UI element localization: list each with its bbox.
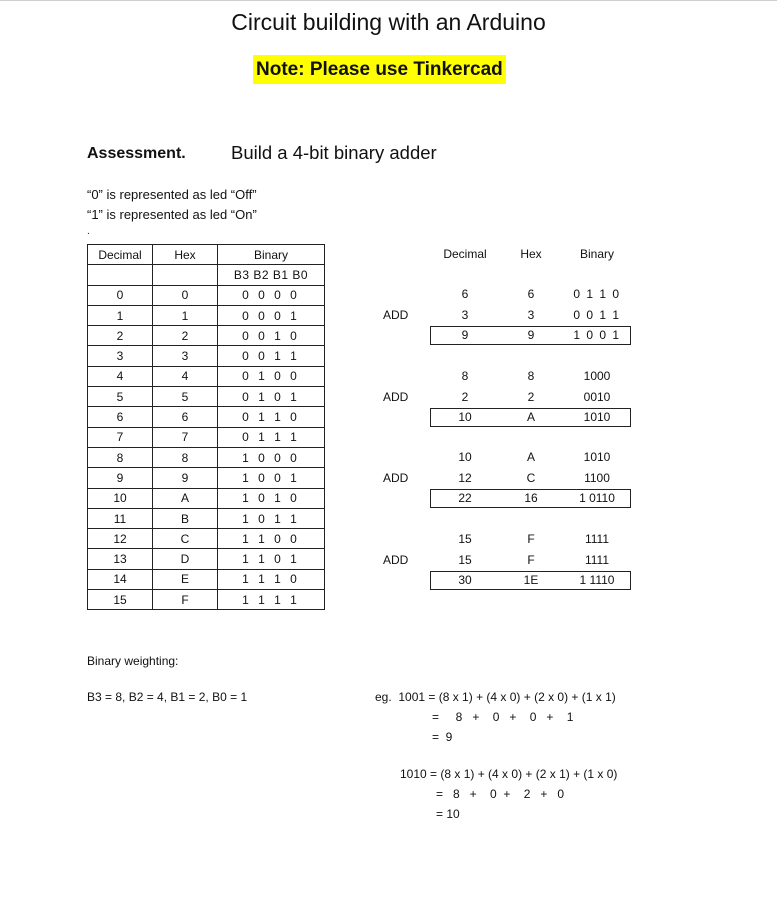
operand-decimal: 10: [458, 450, 472, 464]
example-1010-line2: = 8 + 0 + 2 + 0: [436, 787, 565, 801]
operand-binary: 1111: [584, 552, 610, 567]
operand-binary: 0 1 1 0: [573, 287, 621, 301]
operand-hex: C: [526, 470, 536, 485]
hex-cell: F: [153, 590, 218, 610]
decimal-cell: 2: [88, 326, 153, 346]
hex-cell: 8: [153, 447, 218, 467]
hex-cell: 7: [153, 427, 218, 447]
example-1001-line2: = 8 + 0 + 0 + 1: [432, 710, 574, 724]
table-row: [88, 326, 325, 346]
assessment-label: Assessment.: [87, 145, 186, 162]
sum-decimal: 22: [458, 491, 472, 505]
decimal-cell: 0: [88, 285, 153, 305]
hex-cell: 4: [153, 366, 218, 386]
sum-binary: 1 0110: [579, 491, 615, 505]
binary-cell: 0 0 0 0: [218, 285, 325, 305]
bit-labels: B3 B2 B1 B0: [218, 265, 325, 285]
hex-cell: E: [153, 569, 218, 589]
binary-weighting-heading: Binary weighting:: [87, 654, 179, 668]
empty-cell: [153, 265, 218, 285]
table-row: [88, 590, 325, 610]
operand-hex: 3: [527, 307, 535, 322]
adder-header-binary: Binary: [579, 247, 614, 261]
hex-cell: 5: [153, 387, 218, 407]
binary-cell: 1 0 1 0: [218, 488, 325, 508]
binary-cell: 0 0 0 1: [218, 305, 325, 325]
example-1001-line1: eg. 1001 = (8 x 1) + (4 x 0) + (2 x 0) + (1 x 1): [375, 690, 616, 704]
binary-cell: 1 1 1 0: [218, 569, 325, 589]
table-row: [88, 285, 325, 305]
sum-binary: 1010: [583, 410, 611, 424]
example-1010-result: = 10: [436, 807, 460, 821]
operand-decimal: 3: [461, 307, 469, 322]
table-row: [88, 366, 325, 386]
decimal-cell: 5: [88, 387, 153, 407]
decimal-cell: 11: [88, 508, 153, 528]
operand-decimal: 8: [461, 369, 469, 383]
operand-hex: 8: [527, 369, 535, 383]
operand-decimal: 6: [461, 287, 469, 301]
sum-binary: 1 0 0 1: [573, 328, 621, 342]
table-row: [88, 488, 325, 508]
hex-cell: C: [153, 529, 218, 549]
operand-hex: 2: [527, 389, 535, 404]
operand-binary: 0 0 1 1: [573, 307, 621, 322]
adder-header-hex: Hex: [520, 247, 542, 261]
operand-binary: 1000: [583, 369, 611, 383]
decimal-cell: 15: [88, 590, 153, 610]
hex-cell: A: [153, 488, 218, 508]
col-header-decimal: Decimal: [88, 245, 153, 265]
binary-cell: 1 1 1 1: [218, 590, 325, 610]
hex-cell: 6: [153, 407, 218, 427]
table-header-row: [88, 245, 325, 265]
hex-cell: D: [153, 549, 218, 569]
empty-cell: [88, 265, 153, 285]
decimal-cell: 12: [88, 529, 153, 549]
stray-dot: .: [87, 226, 90, 237]
binary-cell: 0 1 0 0: [218, 366, 325, 386]
sum-decimal: 9: [461, 328, 469, 342]
sum-hex: 1E: [523, 573, 539, 587]
table-row: [88, 427, 325, 447]
hex-cell: 3: [153, 346, 218, 366]
decimal-cell: 7: [88, 427, 153, 447]
hex-cell: 2: [153, 326, 218, 346]
table-row: [88, 468, 325, 488]
operand-binary: 1111: [584, 532, 610, 546]
operand-hex: F: [527, 532, 535, 546]
table-row: [88, 549, 325, 569]
table-row: [88, 305, 325, 325]
hex-cell: 0: [153, 285, 218, 305]
sum-decimal: 10: [458, 410, 472, 424]
binary-cell: 0 0 1 0: [218, 326, 325, 346]
add-operator-label: ADD: [383, 552, 409, 567]
top-border: [0, 0, 777, 1]
example-1001-result: = 9: [432, 730, 453, 744]
table-row: [88, 447, 325, 467]
table-row: [88, 346, 325, 366]
adder-header-decimal: Decimal: [443, 247, 487, 261]
tinkercad-note: Note: Please use Tinkercad: [253, 55, 506, 84]
decimal-cell: 1: [88, 305, 153, 325]
rule-one-on: “1” is represented as led “On”: [87, 207, 257, 222]
operand-binary: 0010: [583, 389, 611, 404]
page-title: Circuit building with an Arduino: [231, 9, 546, 35]
binary-cell: 1 1 0 1: [218, 549, 325, 569]
binary-cell: 1 0 0 1: [218, 468, 325, 488]
operand-hex: 6: [527, 287, 535, 301]
add-operator-label: ADD: [383, 470, 409, 485]
table-row: [88, 569, 325, 589]
decimal-cell: 13: [88, 549, 153, 569]
operand-decimal: 15: [458, 532, 472, 546]
binary-cell: 0 1 1 1: [218, 427, 325, 447]
hex-cell: 9: [153, 468, 218, 488]
col-header-hex: Hex: [153, 245, 218, 265]
table-row: [88, 508, 325, 528]
operand-decimal: 2: [461, 389, 469, 404]
assessment-task: Build a 4-bit binary adder: [231, 142, 437, 163]
rule-zero-off: “0” is represented as led “Off”: [87, 187, 257, 202]
sum-hex: 9: [527, 328, 535, 342]
decimal-cell: 6: [88, 407, 153, 427]
bit-weights: B3 = 8, B2 = 4, B1 = 2, B0 = 1: [87, 690, 248, 704]
binary-cell: 1 1 0 0: [218, 529, 325, 549]
add-operator-label: ADD: [383, 307, 409, 322]
decimal-cell: 10: [88, 488, 153, 508]
sum-hex: 16: [524, 491, 538, 505]
table-subheader-row: [88, 265, 325, 285]
decimal-cell: 14: [88, 569, 153, 589]
operand-binary: 1010: [583, 450, 611, 464]
add-operator-label: ADD: [383, 389, 409, 404]
table-row: [88, 407, 325, 427]
table-row: [88, 387, 325, 407]
operand-binary: 1100: [584, 470, 610, 485]
decimal-hex-binary-table: [87, 244, 325, 610]
binary-cell: 1 0 1 1: [218, 508, 325, 528]
hex-cell: 1: [153, 305, 218, 325]
example-1010-line1: 1010 = (8 x 1) + (4 x 0) + (2 x 1) + (1 x 0): [400, 767, 618, 781]
operand-decimal: 12: [458, 470, 472, 485]
binary-cell: 0 0 1 1: [218, 346, 325, 366]
table-row: [88, 529, 325, 549]
sum-decimal: 30: [458, 573, 472, 587]
decimal-cell: 3: [88, 346, 153, 366]
decimal-cell: 8: [88, 447, 153, 467]
sum-hex: A: [526, 410, 535, 424]
decimal-cell: 4: [88, 366, 153, 386]
sum-binary: 1 1110: [579, 573, 615, 587]
operand-hex: A: [526, 450, 535, 464]
decimal-cell: 9: [88, 468, 153, 488]
col-header-binary: Binary: [218, 245, 325, 265]
binary-cell: 0 1 0 1: [218, 387, 325, 407]
operand-hex: F: [527, 552, 535, 567]
binary-cell: 0 1 1 0: [218, 407, 325, 427]
hex-cell: B: [153, 508, 218, 528]
binary-cell: 1 0 0 0: [218, 447, 325, 467]
operand-decimal: 15: [458, 552, 472, 567]
